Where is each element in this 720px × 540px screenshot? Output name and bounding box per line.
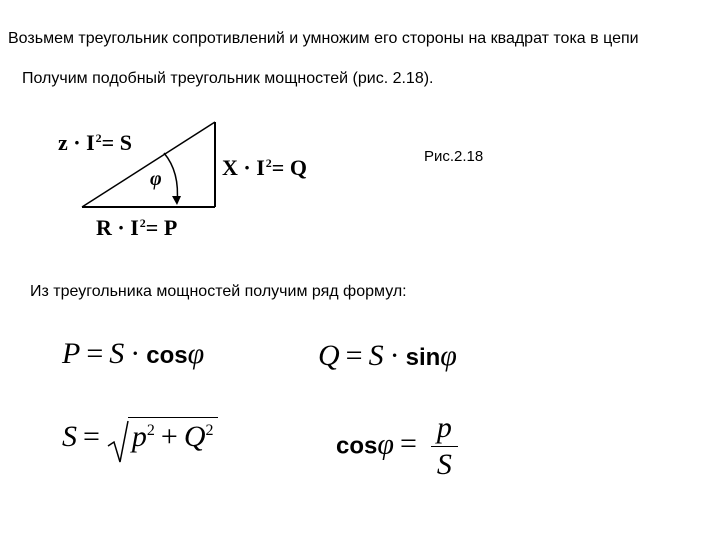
formula-p-cos: cos (146, 342, 188, 369)
formula-cos-phi: φ (377, 427, 394, 461)
formula-s-q-exp: 2 (205, 422, 214, 439)
base-label (96, 215, 177, 241)
formula-cos (336, 410, 458, 483)
intro-line: Возьмем треугольник сопротивлений и умножим его стороны на квадрат тока в цепи (8, 30, 639, 47)
formula-p-dot: · (130, 337, 141, 370)
formula-s (62, 420, 218, 454)
formula-p-eq: = (86, 337, 104, 370)
result-line: Получим подобный треугольник мощностей (рис. 2.18). (22, 70, 434, 87)
base-label-left: R · I (96, 215, 139, 240)
formula-q-dot: · (389, 339, 400, 372)
vertical-label-left: X · I (222, 155, 265, 180)
sqrt-sign (106, 420, 130, 464)
vertical-label-exp: 2 (265, 155, 272, 170)
formula-s-q: Q (183, 420, 206, 453)
formula-p-phi: φ (187, 337, 205, 370)
vertical-label-right: = Q (271, 155, 307, 180)
formula-s-p: p (131, 420, 147, 453)
formula-q (318, 339, 457, 373)
vertical-label (222, 155, 307, 181)
formula-p-s: S (109, 337, 125, 370)
formulas-intro: Из треугольника мощностей получим ряд формул: (30, 283, 407, 300)
formula-cos-eq: = (399, 427, 417, 461)
hypotenuse-label-right: = S (101, 130, 132, 155)
formula-q-lhs: Q (318, 339, 340, 372)
angle-arc (164, 153, 177, 203)
hypotenuse-label (58, 130, 132, 156)
base-label-exp: 2 (139, 215, 146, 230)
formula-s-p-exp: 2 (146, 422, 155, 439)
hypotenuse-label-exp: 2 (95, 130, 102, 145)
fraction-denominator: S (436, 448, 452, 481)
formula-p (62, 337, 204, 371)
formula-s-lhs: S (62, 420, 77, 453)
formula-q-sin: sin (405, 344, 441, 371)
angle-arrow (172, 196, 181, 205)
formula-q-phi: φ (440, 339, 457, 372)
formula-s-eq: = (83, 420, 100, 453)
formula-p-lhs: P (62, 337, 81, 370)
fraction-numerator: p (431, 410, 458, 447)
hypotenuse-label-left: z · I (58, 130, 95, 155)
formula-q-eq: = (345, 339, 363, 372)
angle-label: φ (150, 168, 162, 190)
base-label-right: = P (145, 215, 178, 240)
formula-cos-fn: cos (336, 432, 378, 460)
formula-q-s: S (368, 339, 384, 372)
figure-caption: Рис.2.18 (424, 148, 484, 165)
formula-s-plus: + (160, 420, 178, 453)
fraction (431, 410, 458, 483)
radicand (128, 417, 218, 453)
sqrt-expression (106, 420, 218, 454)
